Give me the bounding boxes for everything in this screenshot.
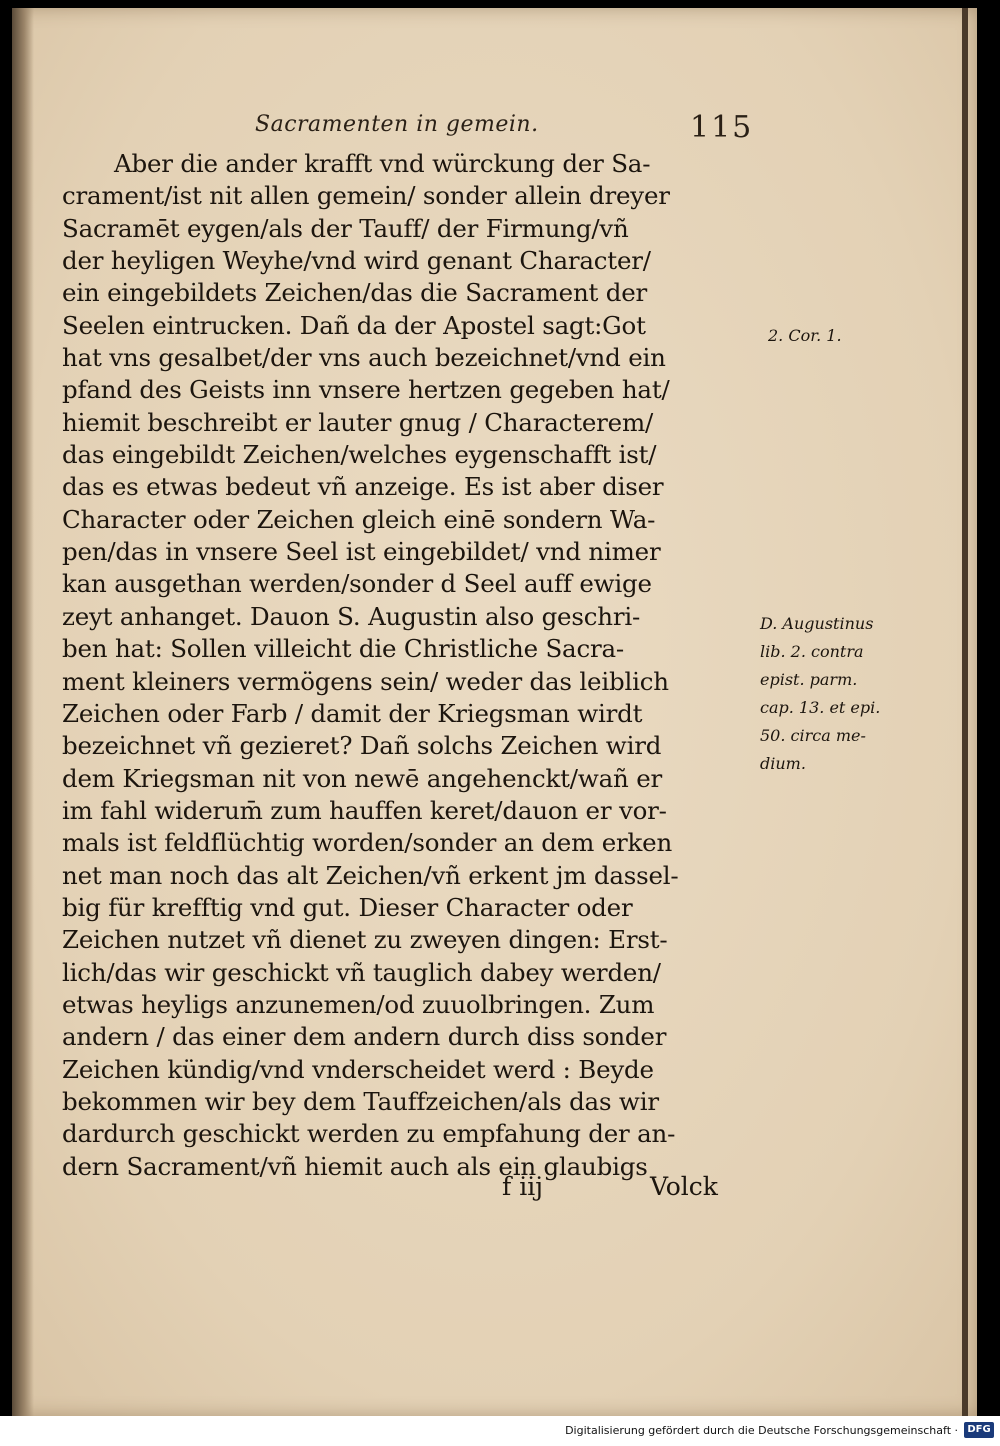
text-line: das es etwas bedeut vñ anzeige. Es ist aber diser — [62, 472, 664, 502]
text-line: hat vns gesalbet/der vns auch bezeichnet/vnd ein — [62, 343, 666, 373]
text-line: im fahl widerum̄ zum hauffen keret/dauon er vor- — [62, 795, 667, 825]
page-number: 115 — [690, 110, 754, 145]
page-edge — [962, 8, 968, 1416]
margin-note-augustinus — [760, 610, 880, 778]
text-line: der heyligen Weyhe/vnd wird genant Character/ — [62, 246, 651, 276]
text-line: lich/das wir geschickt vñ tauglich dabey werden/ — [62, 957, 661, 987]
text-line: dern Sacrament/vñ hiemit auch als ein glaubigs — [62, 1151, 648, 1181]
text-line: dem Kriegsman nit von newē angehenckt/wañ er — [62, 763, 663, 793]
text-line: Zeichen kündig/vnd vnderscheidet werd : Beyde — [62, 1054, 654, 1084]
margin-note-line: epist. parm. — [760, 670, 858, 689]
text-line: Zeichen nutzet vñ dienet zu zweyen dingen: Erst- — [62, 925, 668, 955]
page-gutter — [12, 8, 34, 1416]
margin-note-line: dium. — [760, 754, 806, 773]
signature-mark: f iij — [502, 1172, 543, 1201]
running-head: Sacramenten in gemein. — [255, 112, 539, 137]
text-line: Sacramēt eygen/als der Tauff/ der Firmung/vñ — [62, 213, 629, 243]
margin-note-line: D. Augustinus — [760, 614, 874, 633]
text-line: andern / das einer dem andern durch diss sonder — [62, 1022, 667, 1052]
text-line: Seelen eintrucken. Dañ da der Apostel sagt:Got — [62, 310, 646, 340]
margin-note-line: 50. circa me- — [760, 726, 866, 745]
margin-note-line: 2. Cor. 1. — [768, 326, 842, 345]
text-line: big für krefftig vnd gut. Dieser Character oder — [62, 892, 633, 922]
text-line: das eingebildt Zeichen/welches eygenschafft ist/ — [62, 440, 657, 470]
text-line: Zeichen oder Farb / damit der Kriegsman wirdt — [62, 698, 643, 728]
text-line: hiemit beschreibt er lauter gnug / Characterem/ — [62, 407, 654, 437]
text-line: mals ist feldflüchtig worden/sonder an dem erken — [62, 828, 673, 858]
text-line: ben hat: Sollen villeicht die Christliche Sacra- — [62, 634, 624, 664]
margin-note-line: cap. 13. et epi. — [760, 698, 881, 717]
margin-note-line: lib. 2. contra — [760, 642, 864, 661]
dfg-logo: DFG — [964, 1422, 994, 1438]
text-line: pfand des Geists inn vnsere hertzen gegeben hat/ — [62, 375, 670, 405]
text-line: bezeichnet vñ gezieret? Dañ solchs Zeichen wird — [62, 731, 662, 761]
text-line: ein eingebildets Zeichen/das die Sacrament der — [62, 278, 648, 308]
text-line: etwas heyligs anzunemen/od zuuolbringen. Zum — [62, 989, 655, 1019]
text-line: kan ausgethan werden/sonder d Seel auff ewige — [62, 569, 652, 599]
text-line: crament/ist nit allen gemein/ sonder allein dreyer — [62, 181, 670, 211]
footer-bar — [0, 1416, 1000, 1446]
body-text — [62, 148, 742, 1183]
text-line: bekommen wir bey dem Tauffzeichen/als das wir — [62, 1086, 659, 1116]
text-line: net man noch das alt Zeichen/vñ erkent jm dassel- — [62, 860, 679, 890]
text-line: Character oder Zeichen gleich einē sondern Wa- — [62, 504, 656, 534]
funding-notice: Digitalisierung gefördert durch die Deutsche Forschungsgemeinschaft · — [565, 1424, 958, 1437]
margin-note-corinthians — [768, 322, 842, 350]
text-line: dardurch geschickt werden zu empfahung der an- — [62, 1119, 676, 1149]
text-line: pen/das in vnsere Seel ist eingebildet/ vnd nimer — [62, 537, 661, 567]
text-line: zeyt anhanget. Dauon S. Augustin also geschri- — [62, 601, 641, 631]
text-line: ment kleiners vermögens sein/ weder das leiblich — [62, 666, 669, 696]
catchword: Volck — [650, 1172, 718, 1201]
text-line: Aber die ander krafft vnd würckung der Sa- — [114, 149, 651, 178]
